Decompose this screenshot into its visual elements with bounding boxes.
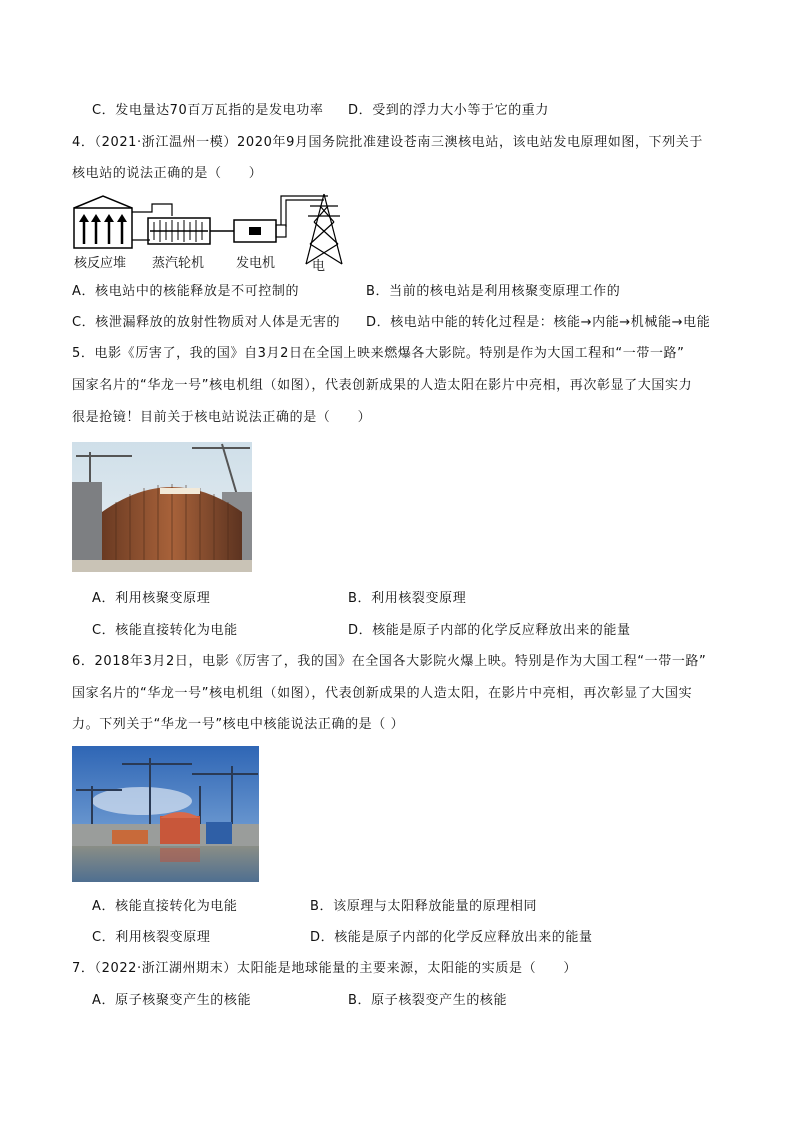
q5-stem-line2: 国家名片的“华龙一号”核电机组（如图），代表创新成果的人造太阳在影片中亮相，再次彰显了大国实力 [72,378,693,393]
q6-stem-line2: 国家名片的“华龙一号”核电机组（如图），代表创新成果的人造太阳，在影片中亮相，再次彰显了大国实 [72,686,693,701]
q5-option-d: D．核能是原子内部的化学反应释放出来的能量 [348,623,631,638]
diagram-label-power: 电 [312,259,326,274]
q6-option-c: C．利用核裂变原理 [92,930,211,945]
q4-option-b: B．当前的核电站是利用核聚变原理工作的 [366,284,621,299]
diagram-label-reactor: 核反应堆 [74,256,127,271]
q7-stem-line1: 7．（2022·浙江湖州期末）太阳能是地球能量的主要来源，太阳能的实质是（ ） [72,961,577,976]
transmission-tower-icon [306,194,342,264]
hualong-site-photo [72,746,259,882]
nuclear-plant-diagram [72,192,352,274]
q4-stem-line2: 核电站的说法正确的是（ ） [72,166,263,181]
q7-option-a: A．原子核聚变产生的核能 [92,993,252,1008]
q6-stem-line1: 6．2018年3月2日，电影《厉害了，我的国》在全国各大影院火爆上映。特别是作为大国工程“一带一路” [72,654,707,669]
q7-option-b: B．原子核裂变产生的核能 [348,993,508,1008]
q6-option-d: D．核能是原子内部的化学反应释放出来的能量 [310,930,593,945]
diagram-label-generator: 发电机 [236,256,276,271]
q5-option-b: B．利用核裂变原理 [348,591,467,606]
q5-option-a: A．利用核聚变原理 [92,591,211,606]
reactor-icon [74,196,132,248]
q5-stem-line1: 5．电影《厉害了，我的国》自3月2日在全国上映来燃爆各大影院。特别是作为大国工程和“一带一路” [72,346,685,361]
q6-option-a: A．核能直接转化为电能 [92,899,238,914]
hualong-dome-photo [72,442,252,572]
q4-option-c: C．核泄漏释放的放射性物质对人体是无害的 [72,315,341,330]
q4-option-a: A．核电站中的核能释放是不可控制的 [72,284,300,299]
q5-stem-line3: 很是抢镜！目前关于核电站说法正确的是（ ） [72,410,372,425]
q5-option-c: C．核能直接转化为电能 [92,623,238,638]
q6-stem-line3: 力。下列关于“华龙一号”核电中核能说法正确的是（ ） [72,717,405,732]
turbine-icon [148,218,210,244]
generator-icon [234,220,286,242]
q3-option-d: D．受到的浮力大小等于它的重力 [348,103,550,118]
q4-option-d: D．核电站中能的转化过程是：核能→内能→机械能→电能 [366,315,711,330]
q4-stem-line1: 4．（2021·浙江温州一模）2020年9月国务院批准建设苍南三澳核电站，该电站发电原理如图，下列关于 [72,135,703,150]
q6-option-b: B．该原理与太阳释放能量的原理相同 [310,899,538,914]
diagram-label-turbine: 蒸汽轮机 [152,256,205,271]
q3-option-c: C．发电量达70百万瓦指的是发电功率 [92,103,324,118]
